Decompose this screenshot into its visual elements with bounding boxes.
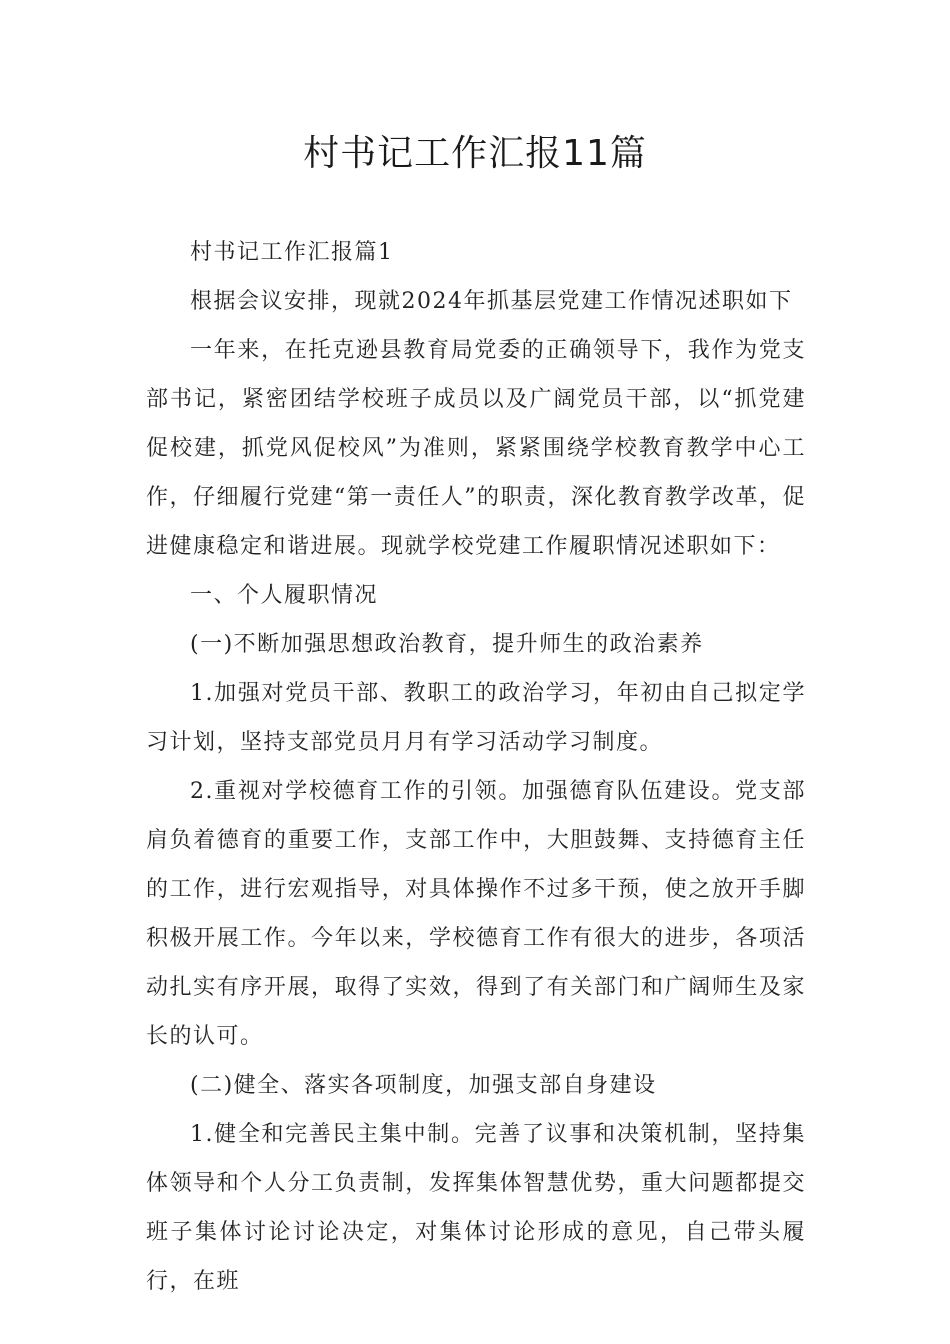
document-title: 村书记工作汇报11篇 (303, 133, 647, 174)
paragraph-intro: 根据会议安排，现就2024年抓基层党建工作情况述职如下 (190, 289, 793, 314)
document-body (146, 228, 806, 1306)
paragraph-item-democratic-centralism: 1.健全和完善民主集中制。完善了议事和决策机制，坚持集体领导和个人分工负责制，发挥集体智慧优势，重大问题都提交班子集体讨论讨论决定，对集体讨论形成的意见，自己带头履行，在班 (146, 1122, 806, 1294)
paragraph-heading-personal-duties: 一、个人履职情况 (190, 583, 379, 608)
paragraph-subheading-systems: (二)健全、落实各项制度，加强支部自身建设 (190, 1073, 657, 1098)
paragraph-item-political-study: 1.加强对党员干部、教职工的政治学习，年初由自己拟定学习计划，坚持支部党员月月有学习活动学习制度。 (146, 681, 806, 755)
paragraph-overview: 一年来，在托克逊县教育局党委的正确领导下，我作为党支部书记，紧密团结学校班子成员以及广阔党员干部，以“抓党建促校建，抓党风促校风”为准则，紧紧围绕学校教育教学中心工作，仔细履行党建“第一责任人”的职责，深化教育教学改革，促进健康稳定和谐进展。现就学校党建工作履职情况述职如下： (146, 338, 806, 559)
paragraph-item-moral-education: 2.重视对学校德育工作的引领。加强德育队伍建设。党支部肩负着德育的重要工作，支部工作中，大胆鼓舞、支持德育主任的工作，进行宏观指导，对具体操作不过多干预，使之放开手脚积极开展工作。今年以来，学校德育工作有很大的进步，各项活动扎实有序开展，取得了实效，得到了有关部门和广阔师生及家长的认可。 (146, 779, 806, 1049)
paragraph-subheading-political-education: (一)不断加强思想政治教育，提升师生的政治素养 (190, 632, 704, 657)
paragraph-section-heading: 村书记工作汇报篇1 (190, 240, 394, 265)
